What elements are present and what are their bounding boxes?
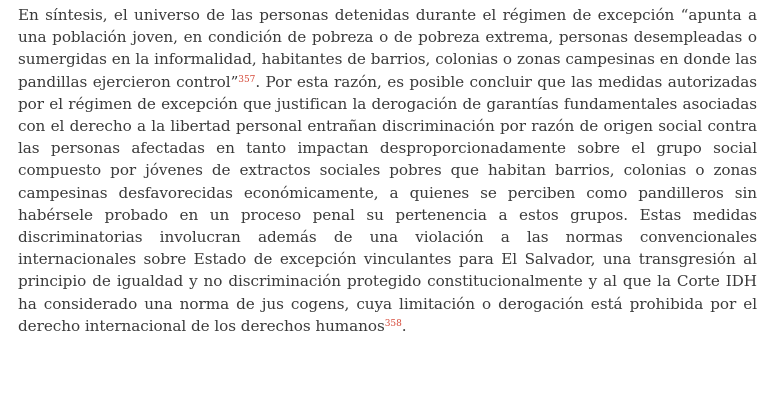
footnote-ref-358[interactable]: 358 [384,318,402,329]
paragraph-text-part-2: . Por esta razón, es posible concluir que las medidas autorizadas por el régimen de excepción que justifican la derogación de garantías fundamentales asociadas con el derecho a la libertad personal entrañan discriminación por razón de origen social contra las personas afectadas en tanto impactan desproporcionadamente sobre el grupo social compuesto por jóvenes de extractos sociales pobres que habitan barrios, colonias o zonas campesinas desfavorecidas económicamente, a quienes se perciben como pandilleros sin habérsele probado en un proceso penal su pertenencia a estos grupos. Estas medidas discriminatorias involucran además de una violación a las normas convencionales internacionales sobre Estado de excepción vinculantes para El Salvador, una transgresión al principio de igualdad y no discriminación protegido constitucionalmente y al que la Corte IDH ha considerado una norma de jus cogens, cuya limitación o derogación está prohibida por el derecho internacional de los derechos humanos [18,72,758,335]
footnote-ref-357[interactable]: 357 [238,74,256,85]
paragraph-text-part-1: En síntesis, el universo de las personas detenidas durante el régimen de excepción “apunta a una población joven, en condición de pobreza o de pobreza extrema, personas desempleadas o sumergidas en la informalidad, habitantes de barrios, colonias o zonas campesinas en donde las pandillas ejercieron control” [18,6,757,91]
body-paragraph [18,4,757,337]
paragraph-text-part-3: . [401,316,407,335]
